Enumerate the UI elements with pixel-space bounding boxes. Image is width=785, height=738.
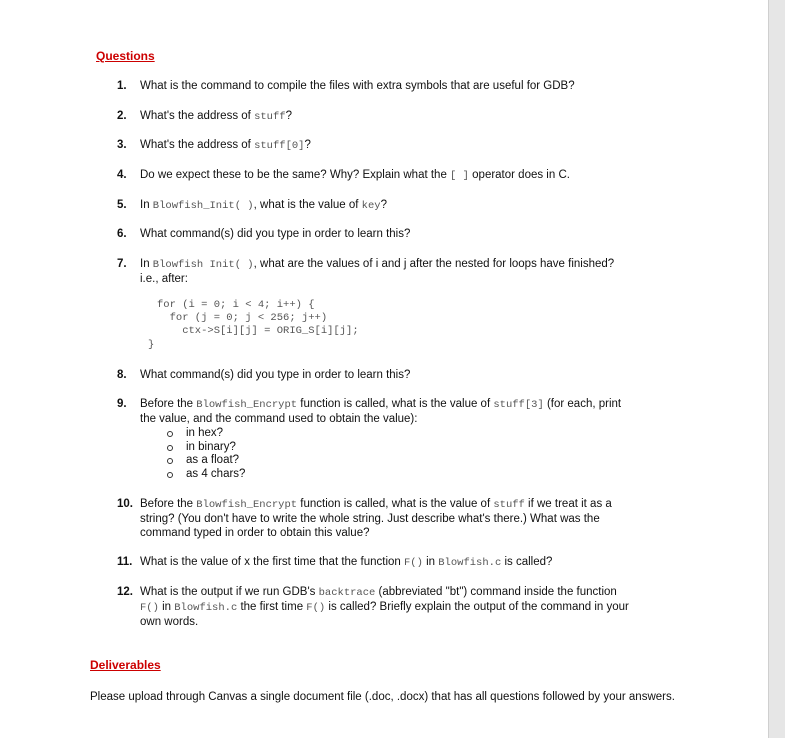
question-text: What's the address of bbox=[140, 110, 255, 122]
question-text: What is the output if we run GDB's bbox=[140, 586, 319, 598]
bullet-item: as a float? bbox=[166, 454, 245, 468]
questions-heading: Questions bbox=[96, 49, 155, 63]
question-text: In bbox=[140, 258, 153, 270]
bullet-item: in binary? bbox=[166, 441, 245, 455]
code-inline: key bbox=[361, 200, 381, 212]
question-8 bbox=[117, 368, 697, 382]
bullet-item: as 4 chars? bbox=[166, 468, 245, 482]
question-text: own words. bbox=[140, 616, 199, 628]
code-closing-brace: } bbox=[148, 339, 155, 351]
code-inline: stuff[0] bbox=[254, 140, 305, 152]
code-inline: [ ] bbox=[450, 170, 469, 182]
question-text: ? bbox=[285, 110, 292, 122]
code-line: for (j = 0; j < 256; j++) bbox=[157, 312, 328, 324]
viewer-background bbox=[770, 0, 785, 738]
code-inline: Blowfish_Init( ) bbox=[152, 200, 254, 212]
deliverables-text: Please upload through Canvas a single document file (.doc, .docx) that has all questions followed by your answers. bbox=[90, 691, 675, 703]
bullet-list bbox=[166, 427, 245, 481]
question-text: in bbox=[422, 556, 439, 568]
question-number: 4. bbox=[117, 169, 127, 181]
question-5 bbox=[117, 198, 697, 213]
question-text: function is called, what is the value of bbox=[297, 398, 494, 410]
question-text: string? (You don't have to write the whole string. Just describe what's there.) What was the bbox=[140, 513, 600, 525]
bullet-item: in hex? bbox=[166, 427, 245, 441]
question-text: Before the bbox=[140, 498, 197, 510]
question-number: 8. bbox=[117, 369, 127, 381]
code-line: for (i = 0; i < 4; i++) { bbox=[157, 299, 315, 311]
question-text: ? bbox=[304, 139, 311, 151]
question-text: What command(s) did you type in order to learn this? bbox=[140, 228, 411, 240]
question-text: , what is the value of bbox=[253, 199, 362, 211]
question-number: 11. bbox=[117, 556, 133, 568]
question-text: the first time bbox=[237, 601, 307, 613]
question-text: In bbox=[140, 199, 153, 211]
question-1 bbox=[117, 79, 697, 93]
question-text: i.e., after: bbox=[140, 273, 188, 285]
question-11 bbox=[117, 555, 697, 570]
question-2 bbox=[117, 109, 697, 124]
code-inline: stuff[3] bbox=[493, 399, 544, 411]
question-7 bbox=[117, 257, 697, 286]
code-block bbox=[157, 299, 359, 338]
question-text: is called? bbox=[501, 556, 553, 568]
question-text: operator does in C. bbox=[468, 169, 570, 181]
question-text: What's the address of bbox=[140, 139, 255, 151]
code-inline: Blowfish Init( ) bbox=[152, 259, 254, 271]
code-inline: Blowfish_Encrypt bbox=[196, 499, 298, 511]
question-text: the value, and the command used to obtain the value): bbox=[140, 413, 418, 425]
question-text: Before the bbox=[140, 398, 197, 410]
question-text: ? bbox=[380, 199, 387, 211]
question-number: 7. bbox=[117, 258, 127, 270]
question-text: is called? Briefly explain the output of the command in your bbox=[325, 601, 629, 613]
question-number: 2. bbox=[117, 110, 127, 122]
question-number: 1. bbox=[117, 80, 127, 92]
question-12 bbox=[117, 585, 697, 629]
code-inline: stuff bbox=[254, 111, 286, 123]
question-9 bbox=[117, 397, 697, 426]
question-text: What is the value of x the first time that the function bbox=[140, 556, 404, 568]
question-number: 5. bbox=[117, 199, 127, 211]
code-inline: stuff bbox=[493, 499, 525, 511]
question-text: in bbox=[158, 601, 175, 613]
question-text: command typed in order to obtain this value? bbox=[140, 527, 370, 539]
question-number: 3. bbox=[117, 139, 127, 151]
question-text: function is called, what is the value of bbox=[297, 498, 494, 510]
question-number: 12. bbox=[117, 586, 133, 598]
question-text: Do we expect these to be the same? Why? Explain what the bbox=[140, 169, 451, 181]
code-inline: backtrace bbox=[318, 587, 376, 599]
question-number: 6. bbox=[117, 228, 127, 240]
question-4 bbox=[117, 168, 697, 183]
question-text: (for each, print bbox=[543, 398, 622, 410]
code-inline: F() bbox=[404, 557, 423, 569]
question-number: 9. bbox=[117, 398, 127, 410]
question-text: (abbreviated "bt") command inside the function bbox=[375, 586, 617, 598]
question-3 bbox=[117, 138, 697, 153]
code-inline: F() bbox=[140, 602, 159, 614]
question-text: What command(s) did you type in order to learn this? bbox=[140, 369, 411, 381]
question-text: , what are the values of i and j after the nested for loops have finished? bbox=[253, 258, 615, 270]
deliverables-heading: Deliverables bbox=[90, 658, 161, 672]
code-line: ctx->S[i][j] = ORIG_S[i][j]; bbox=[157, 325, 359, 337]
question-text: What is the command to compile the files with extra symbols that are useful for GDB? bbox=[140, 80, 575, 92]
question-number: 10. bbox=[117, 498, 133, 510]
code-inline: Blowfish.c bbox=[174, 602, 238, 614]
code-inline: F() bbox=[306, 602, 326, 614]
question-10 bbox=[117, 497, 697, 540]
question-6 bbox=[117, 227, 697, 241]
code-inline: Blowfish_Encrypt bbox=[196, 399, 298, 411]
code-inline: Blowfish.c bbox=[438, 557, 502, 569]
question-text: if we treat it as a bbox=[524, 498, 612, 510]
